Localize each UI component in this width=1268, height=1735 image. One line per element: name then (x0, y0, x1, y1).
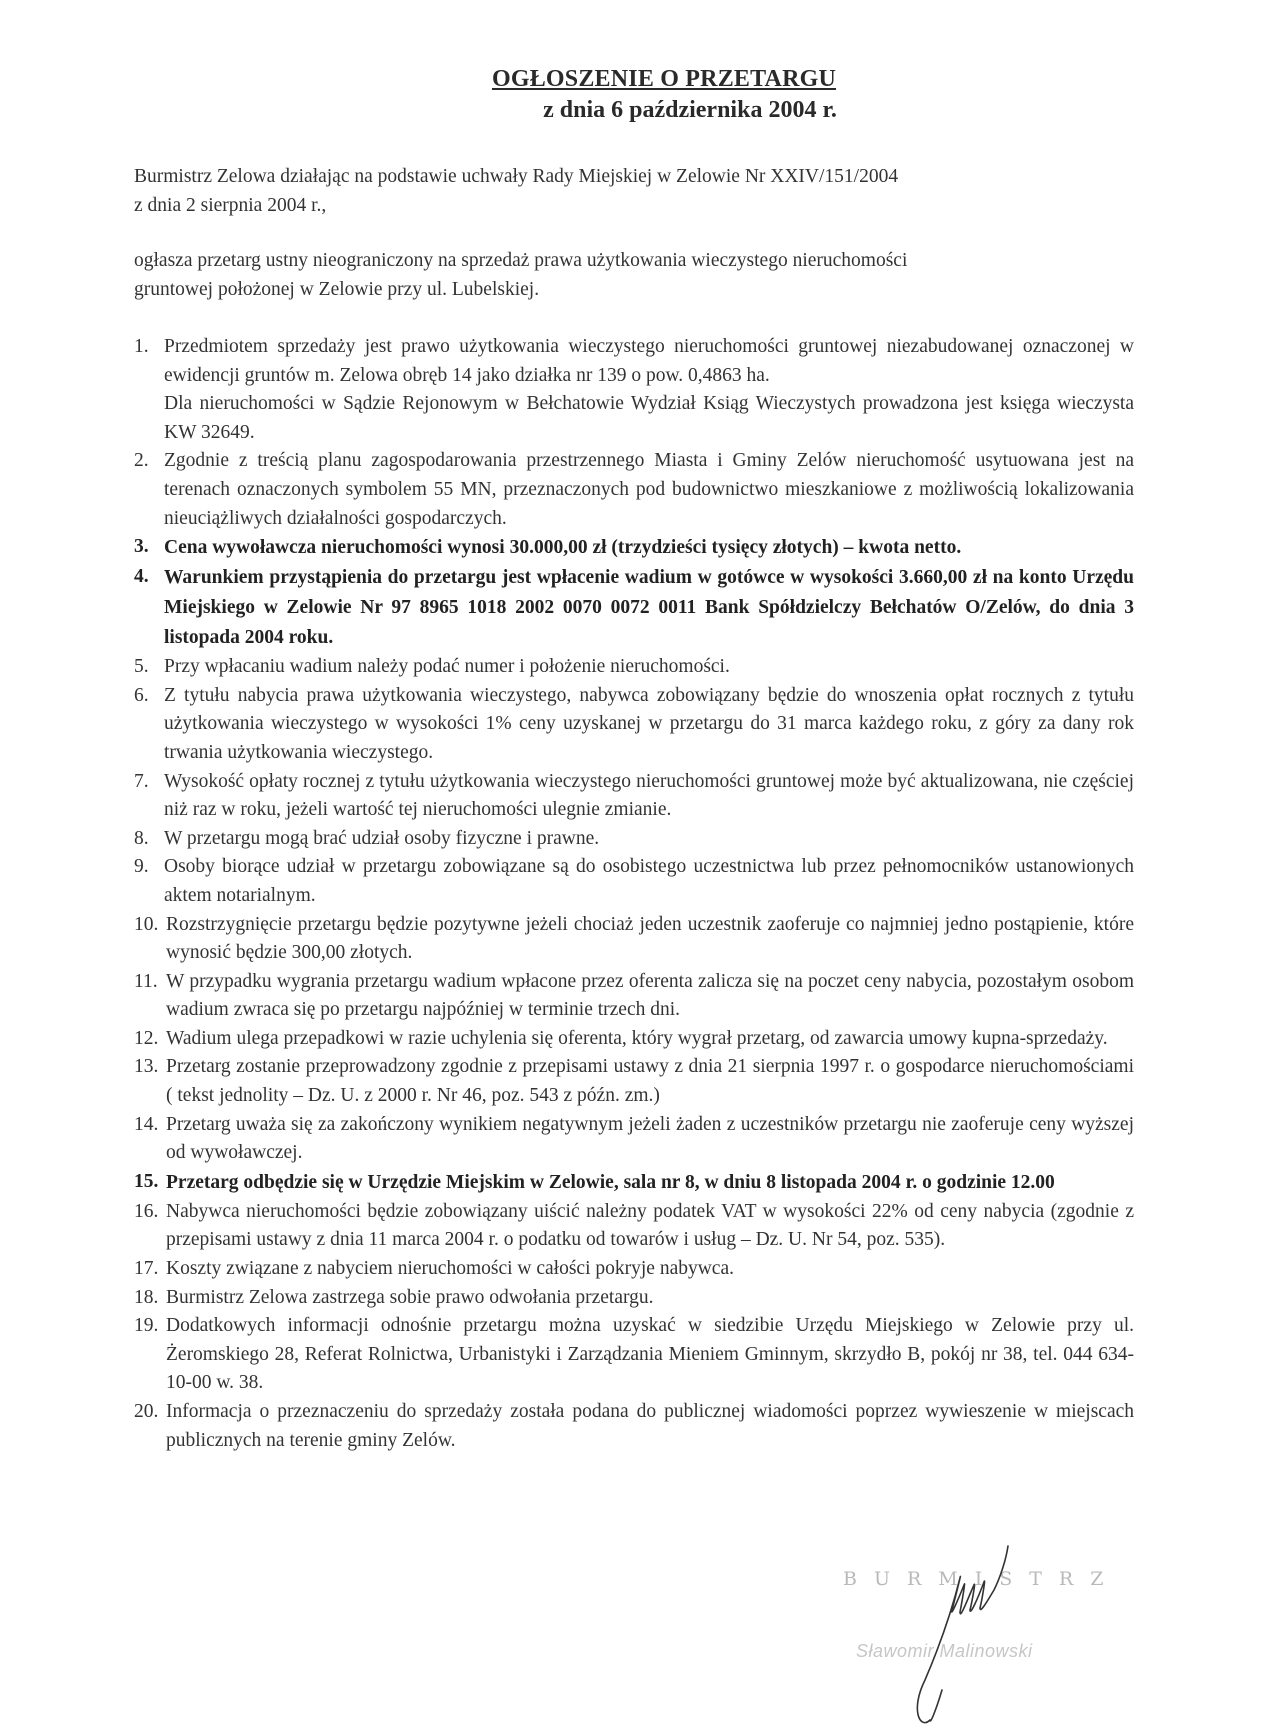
stamp-title: BURMISTRZ (843, 1568, 1121, 1590)
stamp-name: Sławomir Malinowski (856, 1641, 1033, 1661)
term-body (166, 1398, 1134, 1455)
term-body (166, 1255, 1134, 1284)
term-item (134, 768, 1134, 825)
term-number: 12. (134, 1027, 159, 1049)
term-text: Dodatkowych informacji odnośnie przetargu można uzyskać w siedzibie Urzędu Miejskiego w Zelowie przy ul. Żeromskiego 28, Referat Rolnictwa, Urbanistyki i Zarządzania Mieniem Gminnym, skrzydło B, pokój nr 38, tel. 044 634-10-00 w. 38. (166, 1315, 1134, 1394)
term-text: W przypadku wygrania przetargu wadium wpłacone przez oferenta zalicza się na poczet ceny nabycia, pozostałym osobom wadium zwraca się po przetargu najpóźniej w terminie trzech dni. (166, 970, 1134, 1021)
term-number: 20. (134, 1401, 159, 1422)
term-number: 6. (134, 684, 149, 706)
term-item (134, 1053, 1134, 1110)
term-text: Zgodnie z treścią planu zagospodarowania przestrzennego Miasta i Gminy Zelów nieruchomość usytuowana jest na terenach oznaczonych symbolem 55 MN, przeznaczonych pod budownictwo mieszkaniowe z możliwością lokalizowania nieuciążliwych działalności gospodarczych. (164, 450, 1134, 529)
term-number: 3. (134, 536, 149, 558)
term-number: 7. (134, 770, 149, 792)
document-date: z dnia 6 października 2004 r. (543, 97, 837, 123)
term-item (134, 333, 1134, 447)
intro-paragraph (134, 163, 1134, 220)
term-item (134, 1111, 1134, 1168)
term-number: 18. (134, 1286, 159, 1308)
term-item (134, 1284, 1134, 1313)
term-item (134, 447, 1134, 533)
term-number: 8. (134, 827, 149, 849)
term-body (164, 533, 1134, 563)
term-item (134, 1312, 1134, 1398)
term-text: Koszty związane z nabyciem nieruchomości w całości pokryje nabywca. (166, 1258, 734, 1280)
term-item (134, 1168, 1134, 1198)
term-number: 19. (134, 1315, 159, 1337)
term-item (134, 1025, 1134, 1054)
term-text: Cena wywoławcza nieruchomości wynosi 30.000,00 zł (trzydzieści tysięcy złotych) – kwota netto. (164, 537, 962, 559)
term-text: Przy wpłacaniu wadium należy podać numer i położenie nieruchomości. (164, 656, 730, 678)
term-number: 16. (134, 1200, 159, 1222)
term-text: Przedmiotem sprzedaży jest prawo użytkowania wieczystego nieruchomości gruntowej niezabudowanej oznaczonej w ewidencji gruntów m. Zelowa obręb 14 jako działka nr 139 o pow. 0,4863 ha. (164, 336, 1134, 386)
term-extra-text: Dla nieruchomości w Sądzie Rejonowym w Bełchatowie Wydział Ksiąg Wieczystych prowadzona jest księga wieczysta KW 32649. (164, 393, 1134, 443)
term-item (134, 1255, 1134, 1284)
term-item (134, 563, 1134, 653)
term-number: 17. (134, 1258, 159, 1280)
term-body (166, 968, 1134, 1025)
term-text: Nabywca nieruchomości będzie zobowiązany uiścić należny podatek VAT w wysokości 22% od ceny nabycia (zgodnie z przepisami ustawy z dnia 11 marca 2004 r. o podatku od towarów i usług – Dz. U. Nr 54, poz. 535). (166, 1200, 1134, 1251)
signature-image (890, 1540, 1020, 1735)
term-body (166, 911, 1134, 968)
term-number: 2. (134, 450, 149, 472)
term-body (166, 1198, 1134, 1255)
terms-list (134, 333, 1134, 1455)
term-body (164, 333, 1134, 447)
term-text: Warunkiem przystąpienia do przetargu jest wpłacenie wadium w gotówce w wysokości 3.660,00 zł na konto Urzędu Miejskiego w Zelowie Nr 97 8965 1018 2002 0070 0072 0011 Bank Spółdzielczy Bełchatów O/Zelów, do dnia 3 listopada 2004 roku. (164, 567, 1134, 649)
intro-line: Burmistrz Zelowa działając na podstawie uchwały Rady Miejskiej w Zelowie Nr XXIV/151/2004 (134, 166, 899, 187)
term-text: Przetarg uważa się za zakończony wynikiem negatywnym jeżeli żaden z uczestników przetargu nie zaoferuje ceny wyższej od wywoławczej. (166, 1113, 1134, 1164)
term-text: Wysokość opłaty rocznej z tytułu użytkowania wieczystego nieruchomości gruntowej może być aktualizowana, nie częściej niż raz w roku, jeżeli wartość tej nieruchomości ulegnie zmianie. (164, 770, 1134, 821)
term-item (134, 653, 1134, 682)
term-item (134, 533, 1134, 563)
term-number: 14. (134, 1113, 159, 1135)
term-item (134, 911, 1134, 968)
term-number: 5. (134, 656, 149, 678)
term-body (166, 1053, 1134, 1110)
announcement-line: gruntowej położonej w Zelowie przy ul. Lubelskiej. (134, 278, 540, 300)
term-number: 10. (134, 913, 159, 935)
announcement-paragraph (134, 247, 1134, 304)
header (0, 66, 1268, 124)
term-body (164, 682, 1134, 768)
term-text: Przetarg odbędzie się w Urzędzie Miejskim w Zelowie, sala nr 8, w dniu 8 listopada 2004 r. o godzinie 12.00 (166, 1171, 1055, 1193)
term-text: Z tytułu nabycia prawa użytkowania wieczystego, nabywca zobowiązany będzie do wnoszenia opłat rocznych z tytułu użytkowania wieczystego w wysokości 1% ceny uzyskanej w przetargu do 31 marca każdego roku, z góry za dany rok trwania użytkowania wieczystego. (164, 684, 1134, 763)
term-body (166, 1111, 1134, 1168)
term-item (134, 853, 1134, 910)
term-body (166, 1312, 1134, 1398)
term-body (164, 825, 1134, 854)
term-item (134, 1398, 1134, 1455)
term-item (134, 1198, 1134, 1255)
term-text: Wadium ulega przepadkowi w razie uchylenia się oferenta, który wygrał przetarg, od zawarcia umowy kupna-sprzedaży. (166, 1027, 1108, 1049)
term-number: 1. (134, 336, 149, 357)
term-text: Przetarg zostanie przeprowadzony zgodnie z przepisami ustawy z dnia 21 sierpnia 1997 r. o gospodarce nieruchomościami ( tekst jednolity – Dz. U. z 2000 r. Nr 46, poz. 543 z późn. zm.) (166, 1056, 1134, 1107)
term-body (164, 447, 1134, 533)
term-text: Burmistrz Zelowa zastrzega sobie prawo odwołania przetargu. (166, 1286, 654, 1308)
intro-line: z dnia 2 sierpnia 2004 r., (134, 194, 327, 216)
term-number: 13. (134, 1056, 159, 1078)
term-body (164, 853, 1134, 910)
term-item (134, 682, 1134, 768)
term-number: 11. (134, 970, 158, 992)
term-number: 4. (134, 566, 149, 588)
document-title: OGŁOSZENIE O PRZETARGU (491, 66, 837, 92)
term-item (134, 968, 1134, 1025)
term-text: Osoby biorące udział w przetargu zobowiązane są do osobistego uczestnictwa lub przez pełnomocników ustanowionych aktem notarialnym. (164, 856, 1134, 906)
term-body (166, 1025, 1134, 1054)
term-body (166, 1284, 1134, 1313)
term-body (166, 1168, 1134, 1198)
term-body (164, 653, 1134, 682)
term-text: W przetargu mogą brać udział osoby fizyczne i prawne. (164, 827, 600, 849)
term-number: 15. (134, 1170, 159, 1192)
term-text: Informacja o przeznaczeniu do sprzedaży została podana do publicznej wiadomości poprzez wywieszenie w miejscach publicznych na terenie gminy Zelów. (166, 1401, 1134, 1451)
term-text: Rozstrzygnięcie przetargu będzie pozytywne jeżeli chociaż jeden uczestnik zaoferuje co najmniej jedno postąpienie, które wynosić będzie 300,00 złotych. (166, 913, 1134, 964)
announcement-line: ogłasza przetarg ustny nieograniczony na sprzedaż prawa użytkowania wieczystego nieruchomości (134, 250, 908, 271)
term-number: 9. (134, 856, 149, 878)
term-item (134, 825, 1134, 854)
term-body (164, 768, 1134, 825)
term-body (164, 563, 1134, 653)
